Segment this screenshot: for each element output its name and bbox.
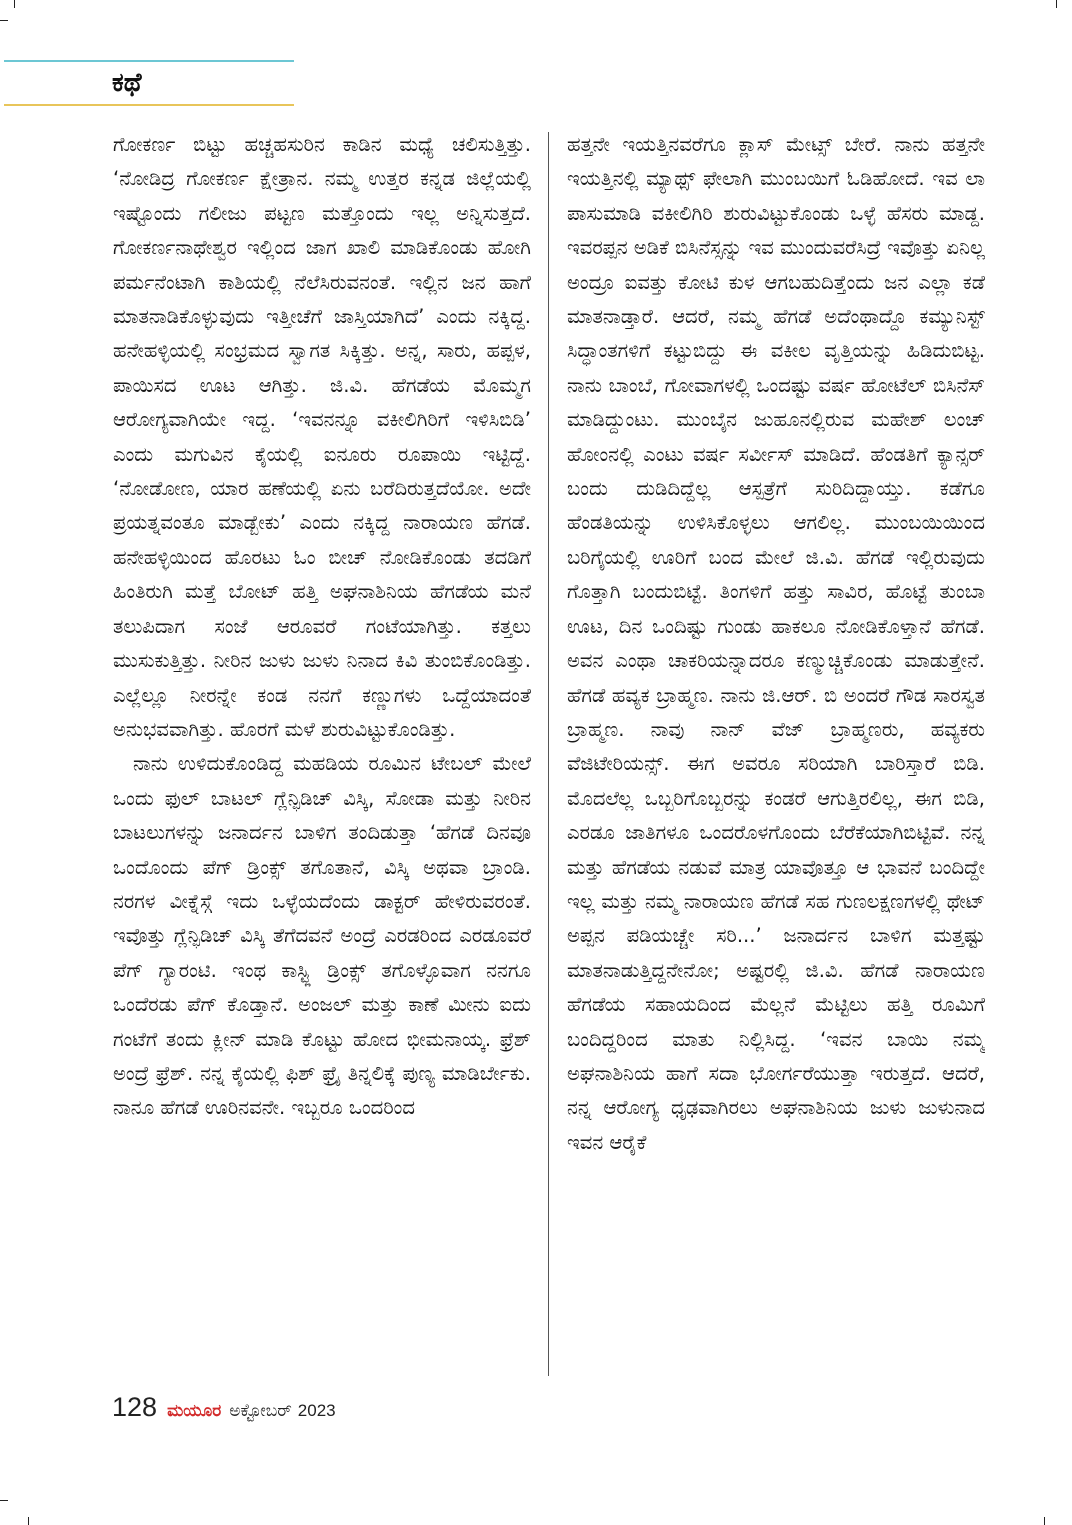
issue-year: 2023 xyxy=(297,1401,336,1420)
text-column-right xyxy=(567,128,985,1378)
section-rule-bottom xyxy=(4,104,294,106)
paragraph: ಹತ್ತನೇ ಇಯತ್ತಿನವರೆಗೂ ಕ್ಲಾಸ್ ಮೇಟ್ಸ್ ಬೇರೆ. ನಾನು ಹತ್ತನೇ ಇಯತ್ತಿನಲ್ಲಿ ಮ್ಯಾಥ್ಸ್ ಫೇಲಾಗಿ ಮುಂಬಯಿಗೆ ಓಡಿಹೋದೆ. ಇವ ಲಾ ಪಾಸುಮಾಡಿ ವಕೀಲಿಗಿರಿ ಶುರುವಿಟ್ಟುಕೊಂಡು ಒಳ್ಳೆ ಹೆಸರು ಮಾಡ್ದ. ಇವರಪ್ಪನ ಅಡಿಕೆ ಬಿಸಿನೆಸ್ಸನ್ನು ಇವ ಮುಂದುವರೆಸಿದ್ರೆ ಇವೊತ್ತು ಏನಿಲ್ಲ ಅಂದ್ರೂ ಐವತ್ತು ಕೋಟಿ ಕುಳ ಆಗಬಹುದಿತ್ತೆಂದು ಜನ ಎಲ್ಲಾ ಕಡೆ ಮಾತನಾಡ್ತಾರೆ. ಆದರೆ, ನಮ್ಮ ಹೆಗಡೆ ಅದೆಂಥಾದ್ದೊ ಕಮ್ಯುನಿಸ್ಟ್ ಸಿದ್ಧಾಂತಗಳಿಗೆ ಕಟ್ಟುಬಿದ್ದು ಈ ವಕೀಲ ವೃತ್ತಿಯನ್ನು ಹಿಡಿದುಬಿಟ್ಟ. ನಾನು ಬಾಂಬೆ, ಗೋವಾಗಳಲ್ಲಿ ಒಂದಷ್ಟು ವರ್ಷ ಹೋಟೆಲ್ ಬಿಸಿನೆಸ್ ಮಾಡಿದ್ದುಂಟು. ಮುಂಬೈನ ಜುಹೂನಲ್ಲಿರುವ ಮಹೇಶ್ ಲಂಚ್ ಹೋಂನಲ್ಲಿ ಎಂಟು ವರ್ಷ ಸರ್ವೀಸ್ ಮಾಡಿದೆ. ಹೆಂಡತಿಗೆ ಕ್ಯಾನ್ಸರ್ ಬಂದು ದುಡಿದಿದ್ದೆಲ್ಲ ಆಸ್ಪತ್ರೆಗೆ ಸುರಿದಿದ್ದಾಯ್ತು. ಕಡೆಗೂ ಹೆಂಡತಿಯನ್ನು ಉಳಿಸಿಕೊಳ್ಳಲು ಆಗಲಿಲ್ಲ. ಮುಂಬಯಿಯಿಂದ ಬರಿಗೈಯಲ್ಲಿ ಊರಿಗೆ ಬಂದ ಮೇಲೆ ಜಿ.ವಿ. ಹೆಗಡೆ ಇಲ್ಲಿರುವುದು ಗೊತ್ತಾಗಿ ಬಂದುಬಿಟ್ಟೆ. ತಿಂಗಳಿಗೆ ಹತ್ತು ಸಾವಿರ, ಹೊಟ್ಟೆ ತುಂಬಾ ಊಟ, ದಿನ ಒಂದಿಷ್ಟು ಗುಂಡು ಹಾಕಲೂ ನೋಡಿಕೊಳ್ತಾನೆ ಹೆಗಡೆ. ಅವನ ಎಂಥಾ ಚಾಕರಿಯನ್ನಾದರೂ ಕಣ್ಮುಚ್ಚಿಕೊಂಡು ಮಾಡುತ್ತೇನೆ. ಹೆಗಡೆ ಹವ್ಯಕ ಬ್ರಾಹ್ಮಣ. ನಾನು ಜಿ.ಆರ್. ಬಿ ಅಂದರೆ ಗೌಡ ಸಾರಸ್ವತ ಬ್ರಾಹ್ಮಣ. ನಾವು ನಾನ್ ವೆಜ್ ಬ್ರಾಹ್ಮಣರು, ಹವ್ಯಕರು ವೆಜಿಟೇರಿಯನ್ಸ್. ಈಗ ಅವರೂ ಸರಿಯಾಗಿ ಬಾರಿಸ್ತಾರೆ ಬಿಡಿ. ಮೊದಲೆಲ್ಲ ಒಬ್ಬರಿಗೊಬ್ಬರನ್ನು ಕಂಡರೆ ಆಗುತ್ತಿರಲಿಲ್ಲ, ಈಗ ಬಿಡಿ, ಎರಡೂ ಜಾತಿಗಳೂ ಒಂದರೊಳಗೊಂದು ಬೆರೆಕೆಯಾಗಿಬಿಟ್ಟಿವೆ. ನನ್ನ ಮತ್ತು ಹೆಗಡೆಯ ನಡುವೆ ಮಾತ್ರ ಯಾವೊತ್ತೂ ಆ ಭಾವನೆ ಬಂದಿದ್ದೇ ಇಲ್ಲ ಮತ್ತು ನಮ್ಮ ನಾರಾಯಣ ಹೆಗಡೆ ಸಹ ಗುಣಲಕ್ಷಣಗಳಲ್ಲಿ ಥೇಟ್ ಅಪ್ಪನ ಪಡಿಯಚ್ಚೇ ಸರಿ...’ ಜನಾರ್ದನ ಬಾಳಿಗ ಮತ್ತಷ್ಟು ಮಾತನಾಡುತ್ತಿದ್ದನೇನೋ; ಅಷ್ಟರಲ್ಲಿ ಜಿ.ವಿ. ಹೆಗಡೆ ನಾರಾಯಣ ಹೆಗಡೆಯ ಸಹಾಯದಿಂದ ಮೆಲ್ಲನೆ ಮೆಟ್ಟಿಲು ಹತ್ತಿ ರೂಮಿಗೆ ಬಂದಿದ್ದರಿಂದ ಮಾತು ನಿಲ್ಲಿಸಿದ್ದ. ‘ಇವನ ಬಾಯಿ ನಮ್ಮ ಅಘನಾಶಿನಿಯ ಹಾಗೆ ಸದಾ ಭೋರ್ಗರೆಯುತ್ತಾ ಇರುತ್ತದೆ. ಆದರೆ, ನನ್ನ ಆರೋಗ್ಯ ಧೃಢವಾಗಿರಲು ಅಘನಾಶಿನಿಯ ಜುಳು ಜುಳುನಾದ ಇವನ ಆರೈಕೆ xyxy=(567,133,985,1154)
page-footer xyxy=(112,1392,336,1432)
magazine-logo: ಮಯೂರ xyxy=(167,1401,222,1421)
crop-mark-top-left xyxy=(14,0,15,8)
paragraph: ನಾನು ಉಳಿದುಕೊಂಡಿದ್ದ ಮಹಡಿಯ ರೂಮಿನ ಟೇಬಲ್ ಮೇಲೆ ಒಂದು ಫುಲ್ ಬಾಟಲ್ ಗ್ಲೆನ್ಫಿಡಿಚ್ ವಿಸ್ಕಿ, ಸೋಡಾ ಮತ್ತು ನೀರಿನ ಬಾಟಲುಗಳನ್ನು ಜನಾರ್ದನ ಬಾಳಿಗ ತಂದಿಡುತ್ತಾ ‘ಹೆಗಡೆ ದಿನವೂ ಒಂದೊಂದು ಪೆಗ್ ಡ್ರಿಂಕ್ಸ್ ತಗೊತಾನೆ, ವಿಸ್ಕಿ ಅಥವಾ ಬ್ರಾಂಡಿ. ನರಗಳ ವೀಕ್ನೆಸ್ಗೆ ಇದು ಒಳ್ಳೆಯದೆಂದು ಡಾಕ್ಟರ್ ಹೇಳಿರುವರಂತೆ. ಇವೊತ್ತು ಗ್ಲೆನ್ಫಿಡಿಚ್ ವಿಸ್ಕಿ ತೆಗೆದವನೆ ಅಂದ್ರೆ ಎರಡರಿಂದ ಎರಡೂವರೆ ಪೆಗ್ ಗ್ಯಾರಂಟಿ. ಇಂಥ ಕಾಸ್ಟ್ಲಿ ಡ್ರಿಂಕ್ಸ್ ತಗೊಳ್ಳೊವಾಗ ನನಗೂ ಒಂದೆರಡು ಪೆಗ್ ಕೊಡ್ತಾನೆ. ಅಂಜಲ್ ಮತ್ತು ಕಾಣೆ ಮೀನು ಐದು ಗಂಟೆಗೆ ತಂದು ಕ್ಲೀನ್ ಮಾಡಿ ಕೊಟ್ಟು ಹೋದ ಭೀಮನಾಯ್ಕ. ಫ್ರೆಶ್ ಅಂದ್ರೆ ಫ್ರೆಶ್. ನನ್ನ ಕೈಯಲ್ಲಿ ಫಿಶ್ ಫ್ರೈ ತಿನ್ನಲಿಕ್ಕೆ ಪುಣ್ಯ ಮಾಡಿರ್ಬೇಕು. ನಾನೂ ಹೆಗಡೆ ಊರಿನವನೇ. ಇಬ್ಬರೂ ಒಂದರಿಂದ xyxy=(113,752,531,1120)
crop-mark-left-top xyxy=(0,20,8,21)
text-column-left xyxy=(113,128,531,1378)
crop-mark-left-bottom xyxy=(0,1500,8,1501)
crop-mark-bottom-right xyxy=(1044,1517,1045,1525)
section-header xyxy=(0,58,300,110)
column-divider xyxy=(548,132,549,1376)
crop-mark-top-right xyxy=(1056,0,1057,8)
crop-mark-bottom-left xyxy=(28,1517,29,1525)
section-rule-top xyxy=(4,60,294,62)
paragraph: ಗೋಕರ್ಣ ಬಿಟ್ಟು ಹಚ್ಚಹಸುರಿನ ಕಾಡಿನ ಮಧ್ಯೆ ಚಲಿಸುತ್ತಿತ್ತು. ‘ನೋಡಿದ್ರ ಗೋಕರ್ಣ ಕ್ಷೇತ್ರಾನ. ನಮ್ಮ ಉತ್ತರ ಕನ್ನಡ ಜಿಲ್ಲೆಯಲ್ಲಿ ಇಷ್ಟೊಂದು ಗಲೀಜು ಪಟ್ಟಣ ಮತ್ತೊಂದು ಇಲ್ಲ ಅನ್ನಿಸುತ್ತದೆ. ಗೋಕರ್ಣನಾಥೇಶ್ವರ ಇಲ್ಲಿಂದ ಜಾಗ ಖಾಲಿ ಮಾಡಿಕೊಂಡು ಹೋಗಿ ಪರ್ಮನೆಂಟಾಗಿ ಕಾಶಿಯಲ್ಲಿ ನೆಲೆಸಿರುವನಂತೆ. ಇಲ್ಲಿನ ಜನ ಹಾಗೆ ಮಾತನಾಡಿಕೊಳ್ಳುವುದು ಇತ್ತೀಚೆಗೆ ಜಾಸ್ತಿಯಾಗಿದೆ’ ಎಂದು ನಕ್ಕಿದ್ದ. ಹನೇಹಳ್ಳಿಯಲ್ಲಿ ಸಂಭ್ರಮದ ಸ್ವಾಗತ ಸಿಕ್ಕಿತ್ತು. ಅನ್ನ, ಸಾರು, ಹಪ್ಪಳ, ಪಾಯಿಸದ ಊಟ ಆಗಿತ್ತು. ಜಿ.ವಿ. ಹೆಗಡೆಯ ಮೊಮ್ಮಗ ಆರೋಗ್ಯವಾಗಿಯೇ ಇದ್ದ. ‘ಇವನನ್ನೂ ವಕೀಲಿಗಿರಿಗೆ ಇಳಿಸಿಬಿಡಿ’ ಎಂದು ಮಗುವಿನ ಕೈಯಲ್ಲಿ ಐನೂರು ರೂಪಾಯಿ ಇಟ್ಟಿದ್ದೆ. ‘ನೋಡೋಣ, ಯಾರ ಹಣೆಯಲ್ಲಿ ಏನು ಬರೆದಿರುತ್ತದೆಯೋ. ಅದೇ ಪ್ರಯತ್ನವಂತೂ ಮಾಡ್ಬೇಕು’ ಎಂದು ನಕ್ಕಿದ್ದ ನಾರಾಯಣ ಹೆಗಡೆ. ಹನೇಹಳ್ಳಿಯಿಂದ ಹೊರಟು ಓಂ ಬೀಚ್ ನೋಡಿಕೊಂಡು ತದಡಿಗೆ ಹಿಂತಿರುಗಿ ಮತ್ತೆ ಬೋಟ್ ಹತ್ತಿ ಅಘನಾಶಿನಿಯ ಹೆಗಡೆಯ ಮನೆ ತಲುಪಿದಾಗ ಸಂಜೆ ಆರೂವರೆ ಗಂಟೆಯಾಗಿತ್ತು. ಕತ್ತಲು ಮುಸುಕುತ್ತಿತ್ತು. ನೀರಿನ ಜುಳು ಜುಳು ನಿನಾದ ಕಿವಿ ತುಂಬಿಕೊಂಡಿತ್ತು. ಎಲ್ಲೆಲ್ಲೂ ನೀರನ್ನೇ ಕಂಡ ನನಗೆ ಕಣ್ಣುಗಳು ಒದ್ದೆಯಾದಂತೆ ಅನುಭವವಾಗಿತ್ತು. ಹೊರಗೆ ಮಳೆ ಶುರುವಿಟ್ಟುಕೊಂಡಿತ್ತು. xyxy=(113,133,531,741)
section-title: ಕಥೆ xyxy=(112,68,142,98)
page-number: 128 xyxy=(112,1392,158,1422)
issue-month: ಅಕ್ಟೋಬರ್ xyxy=(229,1401,292,1421)
